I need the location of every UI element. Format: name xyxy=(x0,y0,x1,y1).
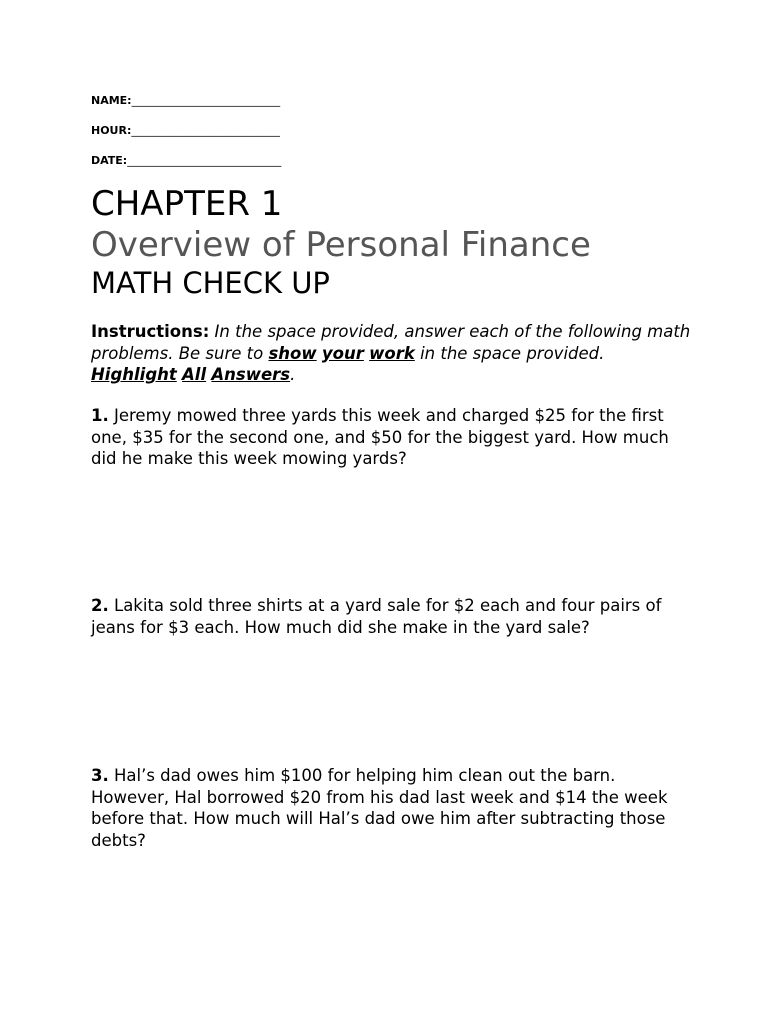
question-text: Lakita sold three shirts at a yard sale for $2 each and four pairs of jeans for $3 each. How much did she make in the yard sale? xyxy=(91,596,662,637)
instructions-text-1: In the space provided, answer each of the following math problems. Be sure to xyxy=(91,322,691,363)
worksheet-heading: MATH CHECK UP xyxy=(91,266,330,300)
date-label: DATE: xyxy=(91,154,128,167)
emphasis-your: your xyxy=(321,343,364,363)
name-label: NAME: xyxy=(91,94,132,107)
question-2 xyxy=(91,595,691,638)
name-field[interactable] xyxy=(91,94,280,108)
emphasis-work: work xyxy=(369,343,415,363)
question-1 xyxy=(91,405,691,470)
emphasis-show: show xyxy=(268,343,317,363)
question-3 xyxy=(91,765,691,851)
emphasis-all: All xyxy=(182,365,207,384)
hour-blank[interactable]: ___________________________ xyxy=(131,124,280,137)
question-number: 3. xyxy=(91,766,109,785)
question-text: Jeremy mowed three yards this week and charged $25 for the first one, $35 for the second one, and $50 for the biggest yard. How much did he make this week mowing yards? xyxy=(91,406,669,468)
emphasis-answers: Answers xyxy=(211,365,291,384)
instructions-label: Instructions: xyxy=(91,322,210,341)
question-number: 2. xyxy=(91,596,109,615)
chapter-subtitle: Overview of Personal Finance xyxy=(91,225,591,265)
instructions-text-2: in the space provided. xyxy=(414,343,605,363)
date-blank[interactable]: ____________________________ xyxy=(127,154,282,167)
chapter-title: CHAPTER 1 xyxy=(91,184,283,224)
hour-field[interactable] xyxy=(91,124,280,138)
question-number: 1. xyxy=(91,406,109,425)
name-blank[interactable]: ___________________________ xyxy=(131,94,281,107)
date-field[interactable] xyxy=(91,154,281,168)
worksheet-page xyxy=(91,0,701,1024)
hour-label: HOUR: xyxy=(91,124,132,137)
instructions xyxy=(91,321,691,386)
instructions-end: . xyxy=(290,365,296,384)
question-text: Hal’s dad owes him $100 for helping him clean out the barn. However, Hal borrowed $20 from his dad last week and $14 the week before that. How much will Hal’s dad owe him after subtracting those debts? xyxy=(91,766,668,850)
emphasis-highlight: Highlight xyxy=(91,365,177,384)
